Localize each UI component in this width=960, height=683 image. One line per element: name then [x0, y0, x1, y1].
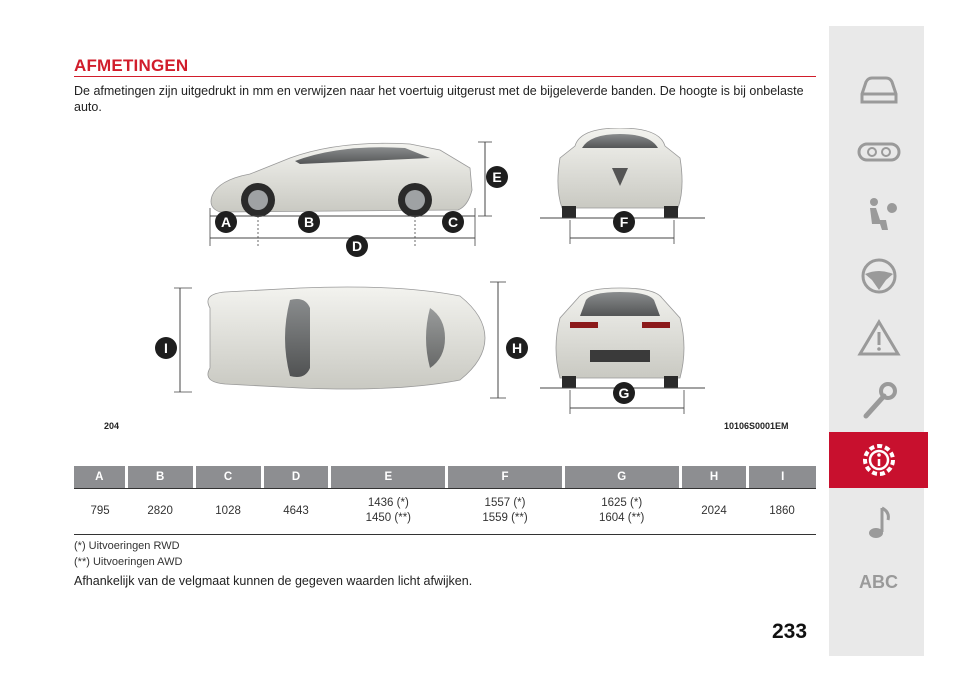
- sidebar-item-technical-data[interactable]: [829, 432, 928, 488]
- table-cell-i: [748, 488, 816, 535]
- label-g-text: G: [618, 385, 630, 401]
- table-cell-f: [447, 488, 564, 535]
- cell-value-rwd: 1625 (*): [601, 497, 643, 509]
- figure-code: 10106S0001EM: [724, 421, 789, 431]
- table-header-e: E: [330, 466, 447, 488]
- table-row: [74, 488, 816, 535]
- sidebar-item-instruments[interactable]: [829, 124, 928, 180]
- table-header-b: B: [126, 466, 194, 488]
- label-h-text: H: [511, 340, 523, 356]
- dimension-label-g: [613, 382, 635, 404]
- sidebar-item-driving[interactable]: [829, 248, 928, 304]
- label-i-text: I: [164, 340, 168, 356]
- dimensions-table: [74, 466, 816, 535]
- dimension-label-a: [215, 211, 237, 233]
- intro-text: De afmetingen zijn uitgedrukt in mm en verwijzen naar het voertuig uitgerust met de bijgeleverde banden. De hoogte is bij onbelaste auto.: [74, 84, 804, 114]
- sidebar-item-emergency[interactable]: [829, 310, 928, 366]
- remark-text: Afhankelijk van de velgmaat kunnen de gegeven waarden licht afwijken.: [74, 574, 473, 588]
- technical-data-gear-icon: [856, 440, 902, 480]
- music-note-icon: [856, 502, 902, 542]
- sidebar-item-index[interactable]: [829, 554, 928, 610]
- table-header-i: I: [748, 466, 816, 488]
- table-header-f: F: [447, 466, 564, 488]
- label-c-text: C: [447, 214, 459, 230]
- dimension-label-e: [486, 166, 508, 188]
- table-header-d: D: [262, 466, 330, 488]
- table-top-rule: [74, 488, 816, 489]
- footnote-rwd: (*) Uitvoeringen RWD: [74, 540, 180, 552]
- cell-value-rwd: 1436 (*): [367, 497, 409, 509]
- dimension-label-i: [155, 337, 177, 359]
- table-header-h: H: [680, 466, 748, 488]
- table-header-g: G: [563, 466, 680, 488]
- top-view: [174, 282, 506, 398]
- sidebar-item-maintenance[interactable]: [829, 372, 928, 428]
- dashboard-gauge-icon: [856, 132, 902, 172]
- title-rule: [74, 76, 816, 77]
- table-cell-a: [74, 488, 126, 535]
- dimensions-figure: [100, 128, 800, 433]
- cell-value: 4643: [283, 504, 309, 517]
- sidebar-item-vehicle[interactable]: [829, 62, 928, 118]
- vehicle-diagram: [100, 128, 800, 433]
- page-title: AFMETINGEN: [74, 56, 189, 75]
- sidebar-item-safety[interactable]: [829, 186, 928, 242]
- airbag-seat-icon: [856, 194, 902, 234]
- wrench-icon: [856, 380, 902, 420]
- cell-value: 1028: [215, 504, 241, 517]
- steering-wheel-icon: [856, 256, 902, 296]
- dimension-label-h: [506, 337, 528, 359]
- cell-value-awd: 1559 (**): [482, 512, 528, 524]
- dimension-label-d: [346, 235, 368, 257]
- table-cell-g: [563, 488, 680, 535]
- cell-value: 2024: [701, 504, 727, 517]
- cell-value-awd: 1450 (**): [365, 512, 412, 524]
- label-a-text: A: [220, 214, 232, 230]
- label-f-text: F: [619, 214, 629, 230]
- cell-value-awd: 1604 (**): [599, 512, 645, 524]
- label-b-text: B: [303, 214, 315, 230]
- cell-value: 1860: [769, 504, 795, 517]
- abc-index-icon: ABC: [859, 571, 898, 592]
- cell-value-rwd: 1557 (*): [484, 497, 526, 509]
- table-cell-b: [126, 488, 194, 535]
- label-e-text: E: [492, 169, 502, 185]
- cell-value: 2820: [147, 504, 173, 517]
- cell-value: 795: [90, 504, 110, 517]
- warning-triangle-icon: [856, 318, 902, 358]
- car-icon: [856, 70, 902, 110]
- sidebar-item-multimedia[interactable]: [829, 494, 928, 550]
- table-header-row: [74, 466, 816, 488]
- table-header-a: A: [74, 466, 126, 488]
- table-cell-e: [330, 488, 447, 535]
- page-number: 233: [772, 620, 808, 643]
- figure-number: 204: [104, 421, 120, 431]
- footnote-awd: (**) Uitvoeringen AWD: [74, 556, 183, 568]
- dimension-label-f: [613, 211, 635, 233]
- table-header-c: C: [194, 466, 262, 488]
- table-cell-h: [680, 488, 748, 535]
- dimension-label-b: [298, 211, 320, 233]
- label-d-text: D: [351, 238, 363, 254]
- table-cell-d: [262, 488, 330, 535]
- dimension-label-c: [442, 211, 464, 233]
- table-cell-c: [194, 488, 262, 535]
